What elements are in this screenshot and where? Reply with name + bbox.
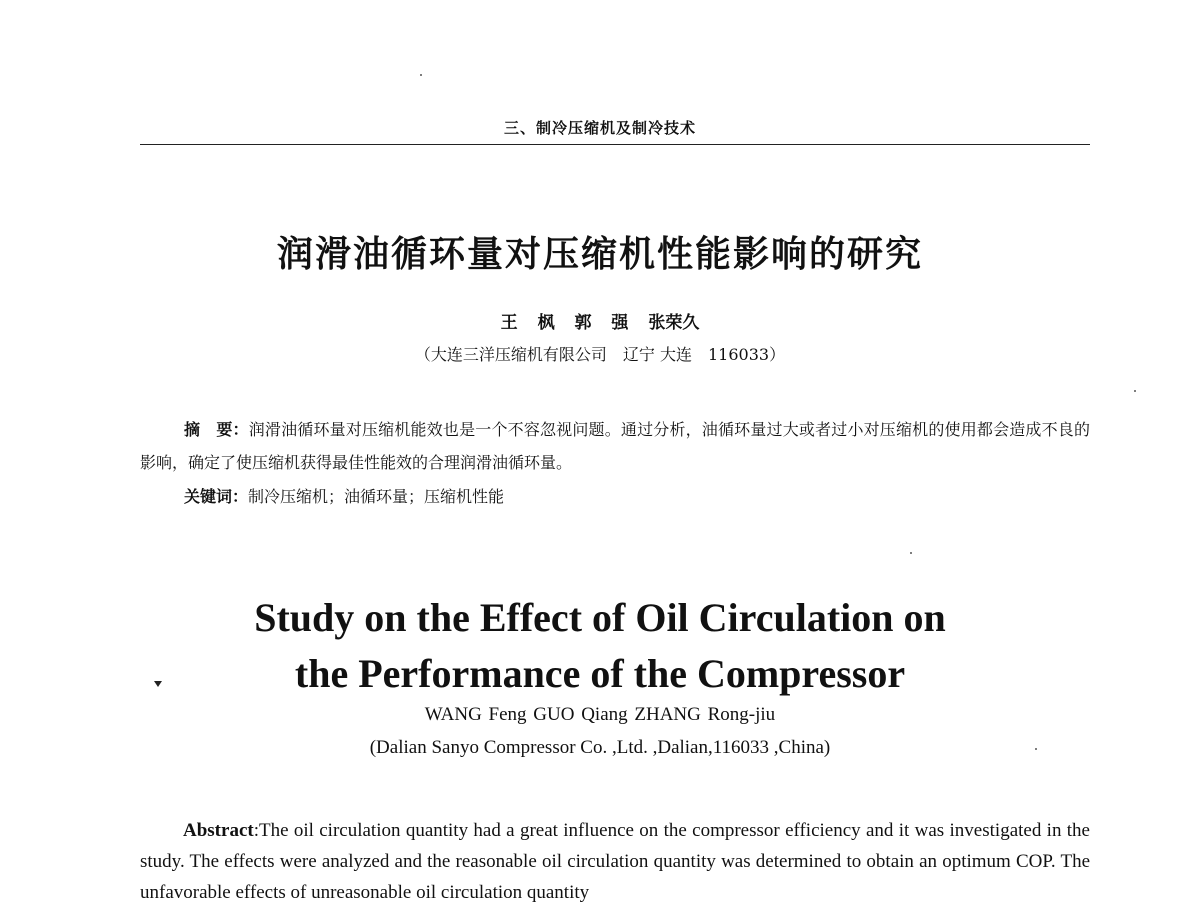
chinese-keywords-label: 关键词： [184, 487, 249, 506]
english-abstract-separator: : [253, 820, 259, 841]
english-title-line-1: Study on the Effect of Oil Circulation on [254, 595, 946, 640]
chinese-affiliation: （大连三洋压缩机有限公司 辽宁 大连 116033） [414, 345, 786, 364]
english-abstract-label: Abstract [183, 820, 254, 841]
chinese-abstract-text: 润滑油循环量对压缩机能效也是一个不容忽视问题。通过分析，油循环量过大或者过小对压缩机的使用都会造成不良的影响，确定了使压缩机获得最佳性能效的合理润滑油循环量。 [140, 420, 1090, 472]
english-abstract [140, 815, 1090, 908]
chinese-keywords-text: 制冷压缩机；油循环量；压缩机性能 [248, 487, 505, 506]
english-authors: WANG Feng GUO Qiang ZHANG Rong-jiu [424, 704, 776, 725]
english-affiliation: (Dalian Sanyo Compressor Co. ,Ltd. ,Dalian,116033 ,China) [369, 737, 831, 758]
chinese-keywords [184, 480, 1084, 513]
english-title-line-2: the Performance of the Compressor [294, 651, 906, 696]
chinese-abstract [140, 413, 1090, 479]
section-header: 三、制冷压缩机及制冷技术 [503, 119, 696, 137]
chinese-abstract-label: 摘 要： [184, 420, 249, 439]
scan-speck [1134, 390, 1136, 392]
scan-speck [420, 74, 422, 76]
header-divider [140, 144, 1090, 145]
margin-mark [154, 681, 162, 687]
scan-speck [1035, 748, 1037, 750]
chinese-authors: 王 枫 郭 强 张荣久 [500, 313, 700, 333]
scan-speck [910, 552, 912, 554]
english-abstract-text: The oil circulation quantity had a great influence on the compressor efficiency and it was investigated in the study. The effects were analyzed and the reasonable oil circulation quantity was determined to obtain an optimum COP. The unfavorable effects of unreasonable oil circulation quantity [140, 820, 1090, 903]
chinese-title: 润滑油循环量对压缩机性能影响的研究 [276, 233, 923, 275]
